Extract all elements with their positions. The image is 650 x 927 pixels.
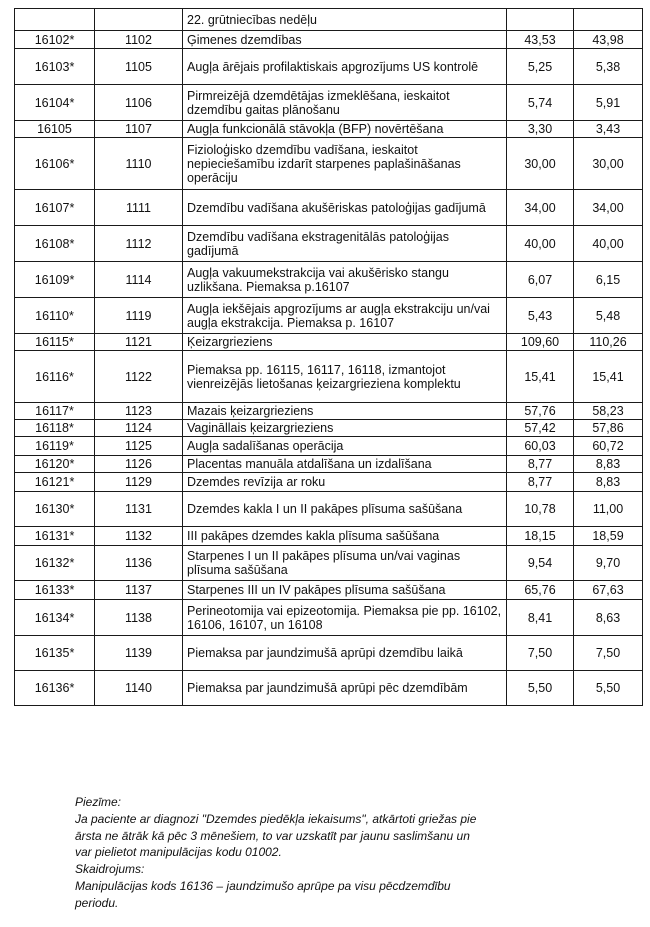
table-row bbox=[15, 671, 643, 706]
cell-description: Ģimenes dzemdības bbox=[183, 31, 507, 49]
tariff-table-body bbox=[15, 9, 643, 706]
note-line: var pielietot manipulācijas kodu 01002. bbox=[75, 845, 282, 860]
cell-price-1: 43,53 bbox=[507, 31, 574, 49]
cell-code: 16103* bbox=[15, 49, 95, 85]
cell-manipulation: 1119 bbox=[95, 298, 183, 334]
table-row bbox=[15, 190, 643, 226]
cell-price-2: 40,00 bbox=[574, 226, 643, 262]
table-row bbox=[15, 636, 643, 671]
cell-price-1: 18,15 bbox=[507, 527, 574, 546]
cell-manipulation: 1138 bbox=[95, 600, 183, 636]
cell-price-2: 30,00 bbox=[574, 138, 643, 190]
cell-code: 16104* bbox=[15, 85, 95, 121]
cell-price-1: 8,77 bbox=[507, 456, 574, 473]
cell-manipulation: 1121 bbox=[95, 334, 183, 351]
cell-code: 16119* bbox=[15, 437, 95, 456]
cell-price-1: 6,07 bbox=[507, 262, 574, 298]
cell-code: 16120* bbox=[15, 456, 95, 473]
cell-code: 16118* bbox=[15, 420, 95, 437]
cell-description: Dzemdību vadīšana ekstragenitālās patoloģijas gadījumā bbox=[183, 226, 507, 262]
cell-description: Fizioloģisko dzemdību vadīšana, ieskaitot nepieciešamību izdarīt starpenes paplašināšanas operāciju bbox=[183, 138, 507, 190]
cell-code: 16107* bbox=[15, 190, 95, 226]
cell-description: Piemaksa par jaundzimušā aprūpi pēc dzemdībām bbox=[183, 671, 507, 706]
cell-price-1: 7,50 bbox=[507, 636, 574, 671]
cell-price-1: 30,00 bbox=[507, 138, 574, 190]
cell-description: Augļa ārējais profilaktiskais apgrozījums US kontrolē bbox=[183, 49, 507, 85]
cell-description: Piemaksa pp. 16115, 16117, 16118, izmantojot vienreizējās lietošanas ķeizargrieziena komplektu bbox=[183, 351, 507, 403]
cell-price-1: 5,43 bbox=[507, 298, 574, 334]
cell-price-2: 58,23 bbox=[574, 403, 643, 420]
cell-price-1: 8,41 bbox=[507, 600, 574, 636]
table-row bbox=[15, 546, 643, 581]
table-row bbox=[15, 138, 643, 190]
cell-manipulation: 1126 bbox=[95, 456, 183, 473]
cell-price-2 bbox=[574, 9, 643, 31]
tariff-table bbox=[14, 8, 643, 706]
cell-code: 16135* bbox=[15, 636, 95, 671]
table-row bbox=[15, 437, 643, 456]
cell-code: 16130* bbox=[15, 492, 95, 527]
note-line: periodu. bbox=[75, 895, 119, 910]
cell-manipulation: 1131 bbox=[95, 492, 183, 527]
cell-price-1: 3,30 bbox=[507, 121, 574, 138]
cell-code: 16105 bbox=[15, 121, 95, 138]
table-row bbox=[15, 351, 643, 403]
table-row bbox=[15, 492, 643, 527]
cell-manipulation: 1125 bbox=[95, 437, 183, 456]
cell-price-1: 9,54 bbox=[507, 546, 574, 581]
cell-description: III pakāpes dzemdes kakla plīsuma sašūšana bbox=[183, 527, 507, 546]
cell-price-2: 18,59 bbox=[574, 527, 643, 546]
cell-price-1: 57,76 bbox=[507, 403, 574, 420]
cell-price-1: 5,74 bbox=[507, 85, 574, 121]
cell-price-2: 43,98 bbox=[574, 31, 643, 49]
cell-price-2: 5,38 bbox=[574, 49, 643, 85]
cell-price-2: 34,00 bbox=[574, 190, 643, 226]
cell-price-2: 57,86 bbox=[574, 420, 643, 437]
notes-block bbox=[75, 794, 575, 912]
cell-manipulation: 1136 bbox=[95, 546, 183, 581]
note-line: Skaidrojums: bbox=[75, 862, 145, 877]
cell-description: Augļa iekšējais apgrozījums ar augļa ekstrakciju un/vai augļa ekstrakcija. Piemaksa p. 16107 bbox=[183, 298, 507, 334]
cell-price-1: 60,03 bbox=[507, 437, 574, 456]
cell-manipulation: 1102 bbox=[95, 31, 183, 49]
cell-price-2: 9,70 bbox=[574, 546, 643, 581]
note-line: ārsta ne ātrāk kā pēc 3 mēnešiem, to var uzskatīt par jaunu saslimšanu un bbox=[75, 828, 470, 843]
cell-price-2: 60,72 bbox=[574, 437, 643, 456]
cell-price-2: 8,83 bbox=[574, 473, 643, 492]
cell-manipulation: 1112 bbox=[95, 226, 183, 262]
table-row bbox=[15, 85, 643, 121]
cell-description: Pirmreizējā dzemdētājas izmeklēšana, ieskaitot dzemdību gaitas plānošanu bbox=[183, 85, 507, 121]
cell-price-2: 3,43 bbox=[574, 121, 643, 138]
cell-price-2: 8,83 bbox=[574, 456, 643, 473]
cell-description: Vagināllais ķeizargrieziens bbox=[183, 420, 507, 437]
cell-code: 16131* bbox=[15, 527, 95, 546]
cell-code: 16117* bbox=[15, 403, 95, 420]
cell-price-2: 5,48 bbox=[574, 298, 643, 334]
cell-code: 16133* bbox=[15, 581, 95, 600]
cell-code: 16115* bbox=[15, 334, 95, 351]
cell-description: Augļa vakuumekstrakcija vai akušērisko stangu uzlikšana. Piemaksa p.16107 bbox=[183, 262, 507, 298]
cell-price-1: 34,00 bbox=[507, 190, 574, 226]
cell-price-1: 10,78 bbox=[507, 492, 574, 527]
cell-price-1: 5,25 bbox=[507, 49, 574, 85]
cell-description: Perineotomija vai epizeotomija. Piemaksa pie pp. 16102, 16106, 16107, un 16108 bbox=[183, 600, 507, 636]
table-row bbox=[15, 226, 643, 262]
cell-manipulation: 1111 bbox=[95, 190, 183, 226]
cell-description: Augļa funkcionālā stāvokļa (BFP) novērtēšana bbox=[183, 121, 507, 138]
table-row bbox=[15, 456, 643, 473]
table-header-row bbox=[15, 9, 643, 31]
table-row bbox=[15, 121, 643, 138]
cell-description: 22. grūtniecības nedēļu bbox=[183, 9, 507, 31]
note-line: Manipulācijas kods 16136 – jaundzimušo aprūpe pa visu pēcdzemdību bbox=[75, 878, 451, 893]
cell-price-2: 110,26 bbox=[574, 334, 643, 351]
cell-manipulation: 1132 bbox=[95, 527, 183, 546]
table-row bbox=[15, 420, 643, 437]
cell-manipulation: 1140 bbox=[95, 671, 183, 706]
cell-price-2: 5,91 bbox=[574, 85, 643, 121]
cell-price-1: 65,76 bbox=[507, 581, 574, 600]
cell-manipulation: 1129 bbox=[95, 473, 183, 492]
cell-manipulation bbox=[95, 9, 183, 31]
cell-price-1: 109,60 bbox=[507, 334, 574, 351]
cell-price-2: 15,41 bbox=[574, 351, 643, 403]
cell-price-2: 67,63 bbox=[574, 581, 643, 600]
cell-code: 16109* bbox=[15, 262, 95, 298]
table-row bbox=[15, 334, 643, 351]
note-line: Ja paciente ar diagnozi "Dzemdes piedēkļa iekaisums", atkārtoti griežas pie bbox=[75, 811, 477, 826]
cell-description: Placentas manuāla atdalīšana un izdalīšana bbox=[183, 456, 507, 473]
cell-manipulation: 1106 bbox=[95, 85, 183, 121]
cell-code: 16116* bbox=[15, 351, 95, 403]
table-row bbox=[15, 600, 643, 636]
table-row bbox=[15, 403, 643, 420]
cell-manipulation: 1110 bbox=[95, 138, 183, 190]
cell-price-1: 15,41 bbox=[507, 351, 574, 403]
cell-code: 16106* bbox=[15, 138, 95, 190]
cell-price-2: 8,63 bbox=[574, 600, 643, 636]
cell-manipulation: 1114 bbox=[95, 262, 183, 298]
cell-description: Augļa sadalīšanas operācija bbox=[183, 437, 507, 456]
table-row bbox=[15, 581, 643, 600]
cell-description: Mazais ķeizargrieziens bbox=[183, 403, 507, 420]
cell-code: 16136* bbox=[15, 671, 95, 706]
table-row bbox=[15, 298, 643, 334]
cell-manipulation: 1139 bbox=[95, 636, 183, 671]
cell-code: 16121* bbox=[15, 473, 95, 492]
table-row bbox=[15, 473, 643, 492]
cell-price-1: 8,77 bbox=[507, 473, 574, 492]
cell-description: Dzemdību vadīšana akušēriskas patoloģijas gadījumā bbox=[183, 190, 507, 226]
table-row bbox=[15, 49, 643, 85]
cell-price-2: 5,50 bbox=[574, 671, 643, 706]
cell-price-1: 40,00 bbox=[507, 226, 574, 262]
cell-manipulation: 1124 bbox=[95, 420, 183, 437]
cell-description: Ķeizargrieziens bbox=[183, 334, 507, 351]
cell-code: 16134* bbox=[15, 600, 95, 636]
note-line: Piezīme: bbox=[75, 795, 122, 809]
table-row bbox=[15, 31, 643, 49]
cell-manipulation: 1123 bbox=[95, 403, 183, 420]
cell-price-2: 11,00 bbox=[574, 492, 643, 527]
cell-price-2: 6,15 bbox=[574, 262, 643, 298]
cell-code bbox=[15, 9, 95, 31]
cell-code: 16132* bbox=[15, 546, 95, 581]
cell-description: Starpenes I un II pakāpes plīsuma un/vai vaginas plīsuma sašūšana bbox=[183, 546, 507, 581]
cell-description: Piemaksa par jaundzimušā aprūpi dzemdību laikā bbox=[183, 636, 507, 671]
cell-manipulation: 1122 bbox=[95, 351, 183, 403]
cell-manipulation: 1105 bbox=[95, 49, 183, 85]
table-row bbox=[15, 262, 643, 298]
cell-price-1: 5,50 bbox=[507, 671, 574, 706]
cell-price-2: 7,50 bbox=[574, 636, 643, 671]
cell-code: 16110* bbox=[15, 298, 95, 334]
cell-price-1 bbox=[507, 9, 574, 31]
cell-price-1: 57,42 bbox=[507, 420, 574, 437]
cell-description: Dzemdes revīzija ar roku bbox=[183, 473, 507, 492]
cell-code: 16102* bbox=[15, 31, 95, 49]
cell-description: Dzemdes kakla I un II pakāpes plīsuma sašūšana bbox=[183, 492, 507, 527]
cell-description: Starpenes III un IV pakāpes plīsuma sašūšana bbox=[183, 581, 507, 600]
cell-manipulation: 1137 bbox=[95, 581, 183, 600]
table-row bbox=[15, 527, 643, 546]
cell-code: 16108* bbox=[15, 226, 95, 262]
cell-manipulation: 1107 bbox=[95, 121, 183, 138]
